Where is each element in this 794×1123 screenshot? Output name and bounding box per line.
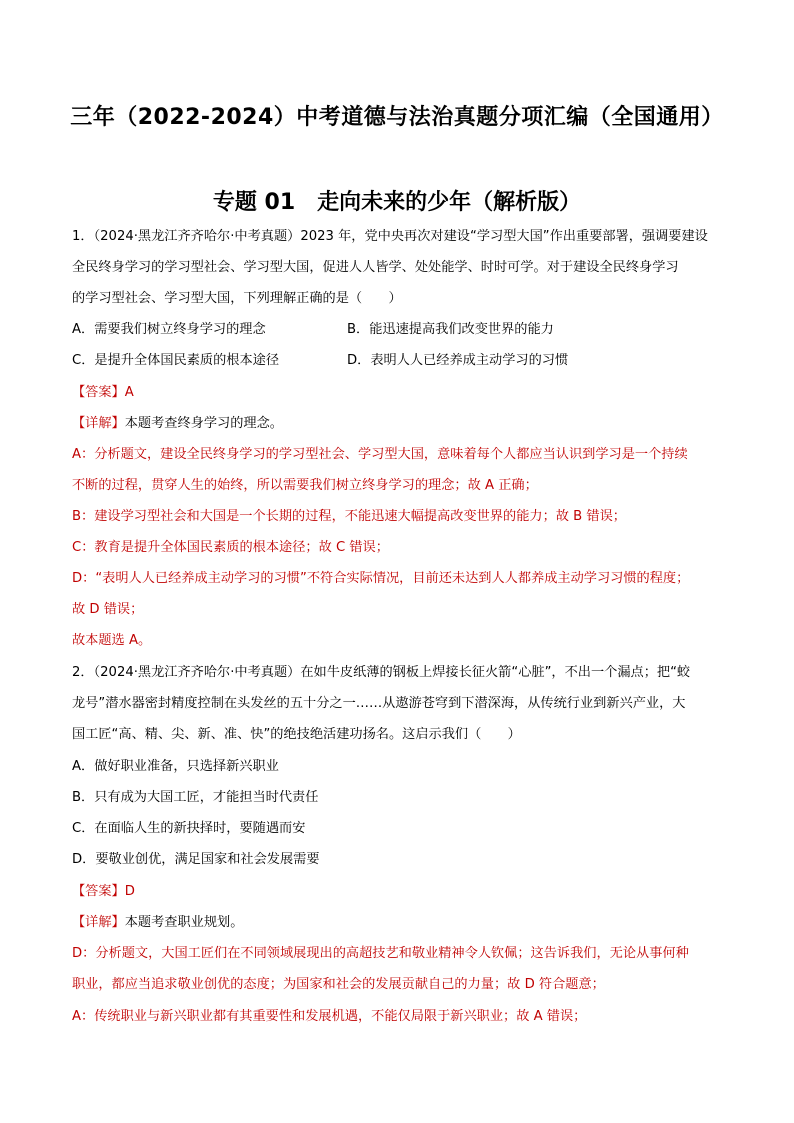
q2-stem-line-3: 国工匠“高、精、尖、新、准、快”的绝技绝活建功扬名。这启示我们（ ） — [72, 727, 521, 742]
q1-stem-line-2: 全民终身学习的学习型社会、学习型大国，促进人人皆学、处处能学、时时可学。对于建设全民终身学习 — [72, 260, 679, 275]
q2-option-b: B．只有成为大国工匠，才能担当时代责任 — [72, 790, 319, 805]
q1-stem-line-1: 1．（2024·黑龙江齐齐哈尔·中考真题）2023 年，党中央再次对建设“学习型大国”作出重要部署，强调要建设 — [72, 229, 708, 244]
q1-conclusion: 故本题选 A。 — [72, 633, 152, 648]
q2-option-c: C．在面临人生的新抉择时，要随遇而安 — [72, 821, 306, 836]
q2-stem-line-2: 龙号”潜水器密封精度控制在头发丝的五十分之一……从遨游苍穹到下潜深海，从传统行业到新兴产业，大 — [72, 696, 686, 711]
document-subtitle: 专题 01 走向未来的少年（解析版） — [212, 190, 582, 215]
q2-answer-tag: 【答案】 — [72, 884, 125, 899]
q1-analysis-b: B：建设学习型社会和大国是一个长期的过程，不能迅速大幅提高改变世界的能力；故 B 错误； — [72, 509, 626, 524]
q2-answer — [72, 883, 732, 901]
q2-answer-value: D — [124, 884, 135, 899]
q1-analysis-d-line-1: D：“表明人人已经养成主动学习的习惯”不符合实际情况，目前还未达到人人都养成主动学习习惯的程度； — [72, 571, 690, 586]
q1-answer — [72, 384, 732, 402]
q1-analysis-a-line-2: 不断的过程，贯穿人生的始终，所以需要我们树立终身学习的理念；故 A 正确； — [72, 478, 538, 493]
q2-analysis-d-line-1: D：分析题文，大国工匠们在不同领域展现出的高超技艺和敬业精神令人钦佩；这告诉我们，无论从事何种 — [72, 946, 689, 961]
q1-answer-value: A — [124, 385, 134, 400]
q1-detail-intro: 本题考查终身学习的理念。 — [124, 416, 283, 431]
q2-detail-intro: 本题考查职业规划。 — [124, 915, 244, 930]
q1-detail — [72, 415, 732, 433]
q1-answer-tag: 【答案】 — [72, 385, 125, 400]
q1-stem-line-3: 的学习型社会、学习型大国，下列理解正确的是（ ） — [72, 291, 402, 306]
q1-analysis-c: C：教育是提升全体国民素质的根本途径；故 C 错误； — [72, 540, 389, 555]
q2-analysis-d-line-2: 职业，都应当追求敬业创优的态度；为国家和社会的发展贡献自己的力量；故 D 符合题意； — [72, 977, 605, 992]
q1-detail-tag: 【详解】 — [72, 416, 125, 431]
q2-detail — [72, 914, 732, 932]
q1-option-b: B．能迅速提高我们改变世界的能力 — [347, 322, 554, 337]
q2-analysis-a: A：传统职业与新兴职业都有其重要性和发展机遇，不能仅局限于新兴职业；故 A 错误； — [72, 1009, 587, 1024]
q2-detail-tag: 【详解】 — [72, 915, 125, 930]
document-title: 三年（2022-2024）中考道德与法治真题分项汇编（全国通用） — [70, 105, 724, 130]
q2-stem-line-1: 2．（2024·黑龙江齐齐哈尔·中考真题）在如牛皮纸薄的钢板上焊接长征火箭“心脏”，不出一个漏点；把“蛟 — [72, 665, 691, 680]
q1-option-d: D．表明人人已经养成主动学习的习惯 — [347, 353, 569, 368]
q2-option-a: A．做好职业准备，只选择新兴职业 — [72, 759, 279, 774]
q2-option-d: D．要敬业创优，满足国家和社会发展需要 — [72, 852, 320, 867]
q1-option-c: C．是提升全体国民素质的根本途径 — [72, 353, 280, 368]
q1-analysis-a-line-1: A：分析题文，建设全民终身学习的学习型社会、学习型大国，意味着每个人都应当认识到学习是一个持续 — [72, 447, 688, 462]
q1-option-a: A．需要我们树立终身学习的理念 — [72, 322, 266, 337]
q1-analysis-d-line-2: 故 D 错误； — [72, 602, 144, 617]
